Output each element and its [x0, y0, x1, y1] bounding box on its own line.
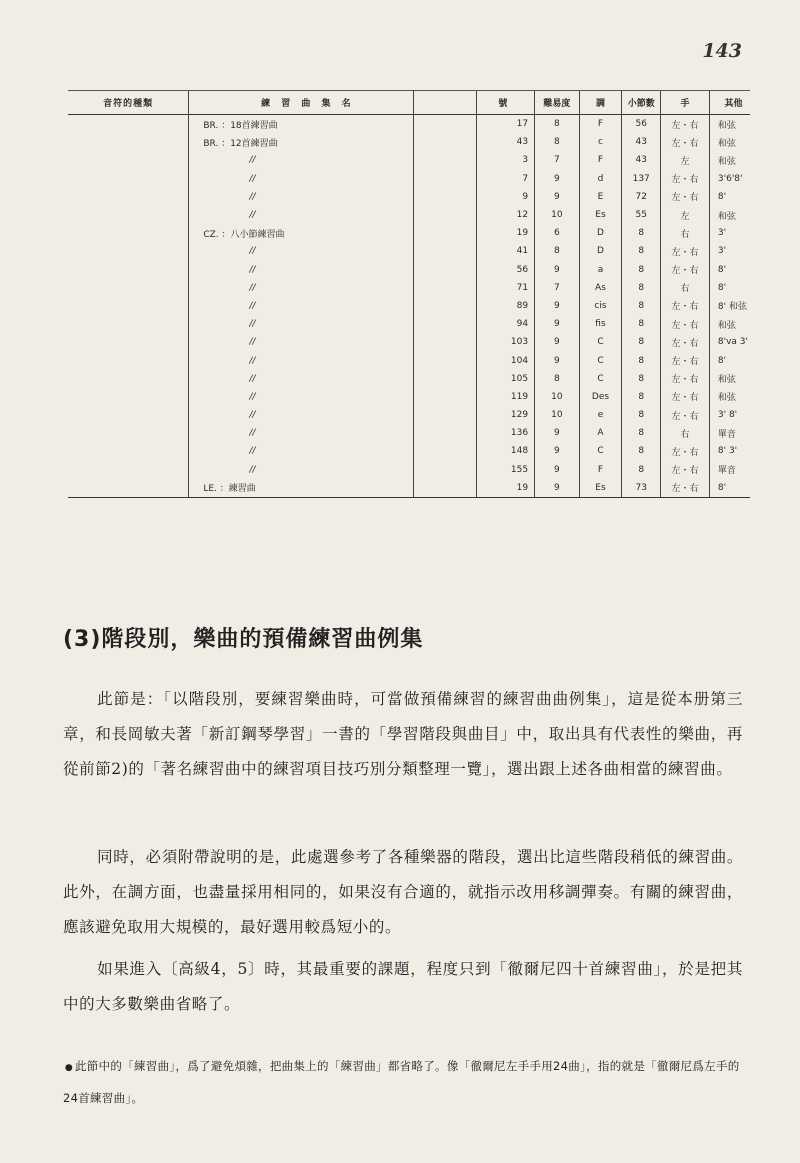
cell-other: 3' 8'	[709, 406, 750, 424]
cell-key: C	[579, 442, 622, 460]
ditto-mark: //	[249, 264, 256, 275]
cell-other: 和弦	[709, 151, 750, 169]
cell-difficulty: 9	[535, 170, 580, 188]
cell-note-type	[68, 133, 189, 151]
cell-bars: 55	[622, 206, 661, 224]
cell-number: 43	[476, 133, 535, 151]
cell-number: 105	[476, 370, 535, 388]
cell-key: F	[579, 151, 622, 169]
cell-key: C	[579, 370, 622, 388]
cell-collection	[189, 442, 414, 460]
cell-gap	[414, 406, 476, 424]
cell-difficulty: 9	[535, 261, 580, 279]
cell-collection	[189, 279, 414, 297]
cell-difficulty: 6	[535, 224, 580, 242]
cell-gap	[414, 461, 476, 479]
cell-difficulty: 10	[535, 388, 580, 406]
header-note-type: 音符的種類	[68, 91, 189, 115]
header-key: 調	[579, 91, 622, 115]
cell-gap	[414, 224, 476, 242]
cell-number: 41	[476, 242, 535, 260]
cell-collection	[189, 370, 414, 388]
footnote-text: 此節中的「練習曲」，爲了避免煩雜，把曲集上的「練習曲」都省略了。像「徹爾尼左手手用24曲」，指的就是「徹爾尼爲左手的24首練習曲」。	[63, 1059, 740, 1105]
cell-bars: 8	[622, 351, 661, 369]
cell-gap	[414, 424, 476, 442]
cell-bars: 73	[622, 479, 661, 498]
table-row	[68, 424, 750, 442]
cell-hand: 左・右	[661, 442, 710, 460]
cell-other: 單音	[709, 461, 750, 479]
cell-collection	[189, 261, 414, 279]
table-row	[68, 388, 750, 406]
header-difficulty: 難易度	[535, 91, 580, 115]
cell-bars: 8	[622, 224, 661, 242]
table-row	[68, 406, 750, 424]
cell-other: 8'	[709, 261, 750, 279]
ditto-mark: //	[249, 282, 256, 293]
etude-table-container	[68, 90, 750, 498]
cell-bars: 43	[622, 133, 661, 151]
table-header-row	[68, 91, 750, 115]
cell-hand: 左・右	[661, 406, 710, 424]
table-row	[68, 297, 750, 315]
cell-collection: BR. ：18首練習曲	[189, 115, 414, 134]
cell-difficulty: 8	[535, 242, 580, 260]
cell-other: 3'	[709, 224, 750, 242]
table-row	[68, 261, 750, 279]
paragraph-text: 此節是：「以階段別，要練習樂曲時，可當做預備練習的練習曲曲例集」，這是從本册第三章，和長岡敏夫著「新訂鋼琴學習」一書的「學習階段與曲目」中，取出具有代表性的樂曲，再從前節2)的「著名練習曲中的練習項目技巧別分類整理一覽」，選出跟上述各曲相當的練習曲。	[63, 690, 743, 778]
table-row	[68, 315, 750, 333]
cell-hand: 左・右	[661, 461, 710, 479]
ditto-mark: //	[249, 210, 256, 221]
cell-bars: 8	[622, 261, 661, 279]
ditto-mark: //	[249, 319, 256, 330]
cell-gap	[414, 261, 476, 279]
section-title: (3)階段別，樂曲的預備練習曲例集	[63, 627, 424, 652]
cell-other: 單音	[709, 424, 750, 442]
header-other: 其他	[709, 91, 750, 115]
cell-hand: 左・右	[661, 188, 710, 206]
cell-number: 136	[476, 424, 535, 442]
table-header	[68, 91, 750, 115]
table-row	[68, 479, 750, 498]
paragraph-text: 如果進入〔高級4，5〕時，其最重要的課題，程度只到「徹爾尼四十首練習曲」，於是把其中的大多數樂曲省略了。	[63, 960, 743, 1013]
cell-bars: 8	[622, 333, 661, 351]
cell-collection	[189, 297, 414, 315]
cell-bars: 8	[622, 461, 661, 479]
cell-number: 129	[476, 406, 535, 424]
cell-gap	[414, 133, 476, 151]
ditto-mark: //	[249, 155, 256, 166]
cell-hand: 左・右	[661, 315, 710, 333]
cell-gap	[414, 370, 476, 388]
cell-bars: 8	[622, 370, 661, 388]
table-row	[68, 279, 750, 297]
cell-key: As	[579, 279, 622, 297]
cell-gap	[414, 115, 476, 134]
cell-number: 94	[476, 315, 535, 333]
cell-hand: 左・右	[661, 115, 710, 134]
table-row	[68, 351, 750, 369]
cell-gap	[414, 188, 476, 206]
cell-key: D	[579, 224, 622, 242]
cell-difficulty: 9	[535, 424, 580, 442]
cell-hand: 左・右	[661, 133, 710, 151]
ditto-mark: //	[249, 191, 256, 202]
cell-difficulty: 7	[535, 151, 580, 169]
cell-other: 8' 和弦	[709, 297, 750, 315]
cell-number: 9	[476, 188, 535, 206]
cell-key: Es	[579, 479, 622, 498]
cell-note-type	[68, 242, 189, 260]
header-gap	[414, 91, 476, 115]
table-row	[68, 133, 750, 151]
cell-number: 17	[476, 115, 535, 134]
cell-collection	[189, 188, 414, 206]
cell-collection	[189, 206, 414, 224]
cell-collection	[189, 406, 414, 424]
cell-other: 和弦	[709, 133, 750, 151]
cell-number: 7	[476, 170, 535, 188]
cell-hand: 右	[661, 279, 710, 297]
cell-number: 56	[476, 261, 535, 279]
cell-collection	[189, 315, 414, 333]
cell-bars: 8	[622, 242, 661, 260]
cell-hand: 左・右	[661, 370, 710, 388]
cell-number: 119	[476, 388, 535, 406]
cell-number: 19	[476, 224, 535, 242]
cell-other: 3'6'8'	[709, 170, 750, 188]
table-row	[68, 206, 750, 224]
cell-gap	[414, 206, 476, 224]
cell-difficulty: 8	[535, 115, 580, 134]
cell-other: 8'	[709, 188, 750, 206]
cell-number: 71	[476, 279, 535, 297]
cell-note-type	[68, 461, 189, 479]
cell-hand: 左・右	[661, 333, 710, 351]
cell-gap	[414, 297, 476, 315]
cell-collection	[189, 242, 414, 260]
table-row	[68, 333, 750, 351]
ditto-mark: //	[249, 446, 256, 457]
cell-hand: 左・右	[661, 170, 710, 188]
body-paragraph-2	[63, 840, 743, 953]
cell-bars: 8	[622, 279, 661, 297]
cell-number: 3	[476, 151, 535, 169]
ditto-mark: //	[249, 410, 256, 421]
cell-hand: 左・右	[661, 297, 710, 315]
table-row	[68, 170, 750, 188]
cell-number: 155	[476, 461, 535, 479]
cell-collection: CZ. ：八小節練習曲	[189, 224, 414, 242]
cell-number: 12	[476, 206, 535, 224]
footnote	[63, 1051, 753, 1113]
cell-other: 8'	[709, 351, 750, 369]
cell-gap	[414, 315, 476, 333]
cell-other: 8'	[709, 279, 750, 297]
cell-key: E	[579, 188, 622, 206]
cell-difficulty: 9	[535, 333, 580, 351]
table-row	[68, 442, 750, 460]
cell-collection	[189, 151, 414, 169]
cell-key: D	[579, 242, 622, 260]
cell-note-type	[68, 188, 189, 206]
cell-number: 19	[476, 479, 535, 498]
cell-number: 103	[476, 333, 535, 351]
cell-key: cis	[579, 297, 622, 315]
cell-gap	[414, 351, 476, 369]
cell-collection	[189, 388, 414, 406]
cell-difficulty: 8	[535, 133, 580, 151]
cell-bars: 43	[622, 151, 661, 169]
cell-bars: 8	[622, 406, 661, 424]
cell-other: 和弦	[709, 115, 750, 134]
cell-hand: 左	[661, 151, 710, 169]
cell-other: 和弦	[709, 206, 750, 224]
cell-bars: 72	[622, 188, 661, 206]
cell-note-type	[68, 351, 189, 369]
cell-hand: 左・右	[661, 388, 710, 406]
cell-note-type	[68, 170, 189, 188]
cell-note-type	[68, 224, 189, 242]
cell-note-type	[68, 315, 189, 333]
cell-difficulty: 9	[535, 461, 580, 479]
cell-key: C	[579, 351, 622, 369]
ditto-mark: //	[249, 246, 256, 257]
cell-key: Des	[579, 388, 622, 406]
cell-bars: 8	[622, 442, 661, 460]
cell-number: 148	[476, 442, 535, 460]
cell-hand: 左・右	[661, 479, 710, 498]
table-row	[68, 188, 750, 206]
cell-other: 和弦	[709, 315, 750, 333]
body-paragraph-1	[63, 682, 743, 795]
table-row	[68, 224, 750, 242]
table-body	[68, 115, 750, 498]
bullet-icon: ●	[64, 1063, 74, 1073]
ditto-mark: //	[249, 464, 256, 475]
header-bars: 小節數	[622, 91, 661, 115]
cell-gap	[414, 279, 476, 297]
ditto-mark: //	[249, 337, 256, 348]
ditto-mark: //	[249, 355, 256, 366]
header-hand: 手	[661, 91, 710, 115]
cell-gap	[414, 170, 476, 188]
ditto-mark: //	[249, 173, 256, 184]
cell-key: Es	[579, 206, 622, 224]
cell-note-type	[68, 406, 189, 424]
cell-key: a	[579, 261, 622, 279]
cell-key: fis	[579, 315, 622, 333]
cell-difficulty: 9	[535, 479, 580, 498]
cell-bars: 8	[622, 297, 661, 315]
cell-key: d	[579, 170, 622, 188]
page-number: 143	[702, 40, 742, 62]
cell-other: 和弦	[709, 388, 750, 406]
cell-gap	[414, 442, 476, 460]
cell-note-type	[68, 388, 189, 406]
cell-bars: 8	[622, 424, 661, 442]
cell-key: A	[579, 424, 622, 442]
cell-note-type	[68, 370, 189, 388]
cell-difficulty: 9	[535, 188, 580, 206]
cell-note-type	[68, 442, 189, 460]
cell-difficulty: 9	[535, 297, 580, 315]
cell-difficulty: 7	[535, 279, 580, 297]
cell-key: c	[579, 133, 622, 151]
cell-other: 3'	[709, 242, 750, 260]
ditto-mark: //	[249, 300, 256, 311]
cell-collection	[189, 333, 414, 351]
cell-note-type	[68, 206, 189, 224]
cell-gap	[414, 151, 476, 169]
cell-other: 8'va 3'	[709, 333, 750, 351]
cell-other: 8' 3'	[709, 442, 750, 460]
cell-gap	[414, 333, 476, 351]
table-row	[68, 115, 750, 134]
cell-note-type	[68, 279, 189, 297]
body-paragraph-3	[63, 952, 743, 1030]
cell-gap	[414, 479, 476, 498]
cell-note-type	[68, 333, 189, 351]
cell-hand: 右	[661, 224, 710, 242]
cell-hand: 左・右	[661, 242, 710, 260]
table-row	[68, 370, 750, 388]
cell-key: C	[579, 333, 622, 351]
cell-note-type	[68, 261, 189, 279]
cell-difficulty: 8	[535, 370, 580, 388]
cell-collection: LE. ：練習曲	[189, 479, 414, 498]
cell-number: 89	[476, 297, 535, 315]
cell-difficulty: 10	[535, 406, 580, 424]
cell-gap	[414, 388, 476, 406]
cell-hand: 右	[661, 424, 710, 442]
cell-gap	[414, 242, 476, 260]
cell-difficulty: 9	[535, 315, 580, 333]
cell-key: F	[579, 115, 622, 134]
table-row	[68, 242, 750, 260]
cell-note-type	[68, 479, 189, 498]
cell-note-type	[68, 151, 189, 169]
ditto-mark: //	[249, 391, 256, 402]
paragraph-text: 同時，必須附帶說明的是，此處選參考了各種樂器的階段，選出比這些階段稍低的練習曲。此外，在調方面，也盡量採用相同的，如果沒有合適的，就指示改用移調彈奏。有關的練習曲，應該避免取用大規模的，最好選用較爲短小的。	[63, 848, 743, 936]
cell-note-type	[68, 297, 189, 315]
table-row	[68, 461, 750, 479]
header-collection: 練 習 曲 集 名	[189, 91, 414, 115]
cell-collection	[189, 461, 414, 479]
cell-other: 8'	[709, 479, 750, 498]
cell-key: e	[579, 406, 622, 424]
table-row	[68, 151, 750, 169]
ditto-mark: //	[249, 373, 256, 384]
cell-collection	[189, 170, 414, 188]
cell-collection	[189, 351, 414, 369]
cell-note-type	[68, 115, 189, 134]
cell-number: 104	[476, 351, 535, 369]
cell-note-type	[68, 424, 189, 442]
cell-collection: BR. ：12首練習曲	[189, 133, 414, 151]
cell-bars: 8	[622, 388, 661, 406]
etude-table	[68, 90, 750, 498]
cell-difficulty: 10	[535, 206, 580, 224]
cell-hand: 左・右	[661, 351, 710, 369]
header-number: 號	[476, 91, 535, 115]
cell-other: 和弦	[709, 370, 750, 388]
cell-difficulty: 9	[535, 351, 580, 369]
cell-hand: 左	[661, 206, 710, 224]
cell-difficulty: 9	[535, 442, 580, 460]
cell-bars: 137	[622, 170, 661, 188]
cell-bars: 8	[622, 315, 661, 333]
cell-key: F	[579, 461, 622, 479]
ditto-mark: //	[249, 428, 256, 439]
cell-collection	[189, 424, 414, 442]
cell-bars: 56	[622, 115, 661, 134]
cell-hand: 左・右	[661, 261, 710, 279]
